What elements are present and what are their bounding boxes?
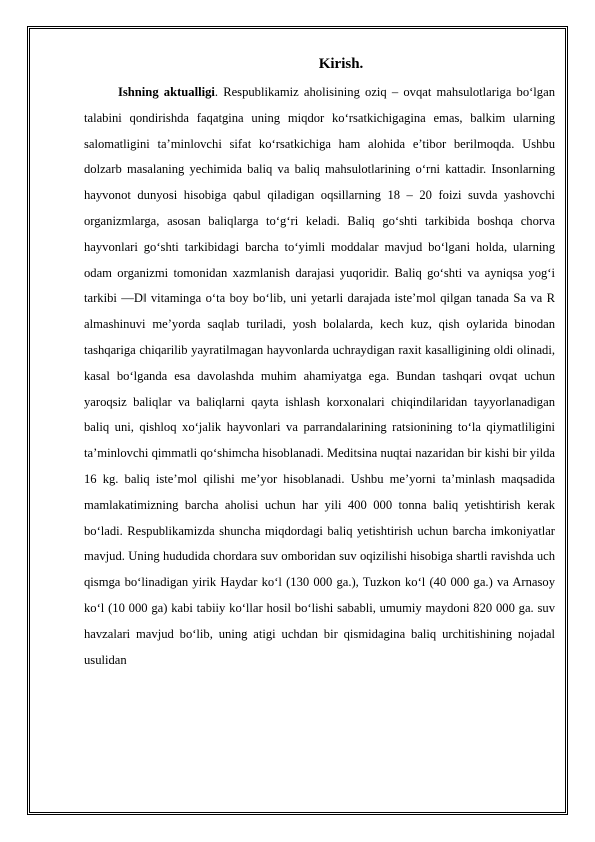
document-content (84, 56, 555, 673)
body-paragraph (84, 56, 555, 673)
lead-phrase: Ishning aktualligi (118, 85, 215, 99)
paragraph-text: . Respublikamiz aholisining oziq – ovqat mahsulotlariga bo‘lgan talabini qondirishda faqatgina uning miqdor ko‘rsatkichigagina emas, balkim ularning salomatligini ta’minlovchi sifat ko‘rsatkichiga ham alohida e’tibor berilmoqda. Ushbu dolzarb masalaning yechimida baliq va baliq mahsulotlarining o‘rni kattadir. Insonlarning hayvonot dunyosi hisobiga qabul qiladigan oqsillarning 18 – 20 foizi suvda yashovchi organizmlarga, asosan baliqlarga to‘g‘ri keladi. Baliq go‘shti tarkibida boshqa chorva hayvonlari go‘shti tarkibidagi barcha to‘yimli moddalar mavjud bo‘lgani holda, ularning odam organizmi tomonidan xazmlanish darajasi yuqoridir. Baliq go‘shti va ayniqsa yog‘i tarkibi ―D‖ vitaminga o‘ta boy bo‘lib, uni yetarli darajada iste’mol qilgan tanada Sa va R almashinuvi me’yorda saqlab turiladi, yosh bolalarda, kech kuz, qish oylarida binodan tashqariga chiqarilib yayratilmagan hayvonlarda uchraydigan raxit kasalligining oldi olinadi, kasal bo‘lganda esa davolashda muhim ahamiyatga ega. Bundan tashqari ovqat uchun yaroqsiz baliqlar va baliqlarni qayta ishlash korxonalari chiqindilaridan tayyorlanadigan baliq uni, qishloq xo‘jalik hayvonlari va parrandalarining ratsionining to‘la qiymatliligini ta’minlovchi qimmatli qo‘shimcha hisoblanadi. Meditsina nuqtai nazaridan bir kishi bir yilda 16 kg. baliq iste’mol qilishi me’yor hisoblanadi. Ushbu me’yorni ta’minlash maqsadida mamlakatimizning barcha aholisi uchun har yili 400 000 tonna baliq yetishtirish kerak bo‘ladi. Respublikamizda shuncha miqdordagi baliq yetishtirish uchun barcha imkoniyatlar mavjud. Uning hududida chordara suv omboridan suv oqizilishi hisobiga shartli ravishda uch qismga bo‘linadigan yirik Haydar ko‘l (130 000 ga.), Tuzkon ko‘l (40 000 ga.) va Arnasoy ko‘l (10 000 ga) kabi tabiiy ko‘llar hosil bo‘lishi sababli, umumiy maydoni 820 000 ga. suv havzalari mavjud bo‘lib, uning atigi uchdan bir qismidagina baliq urchitishining nojadal usulidan (84, 85, 555, 667)
page-title: Kirish. (318, 56, 364, 72)
